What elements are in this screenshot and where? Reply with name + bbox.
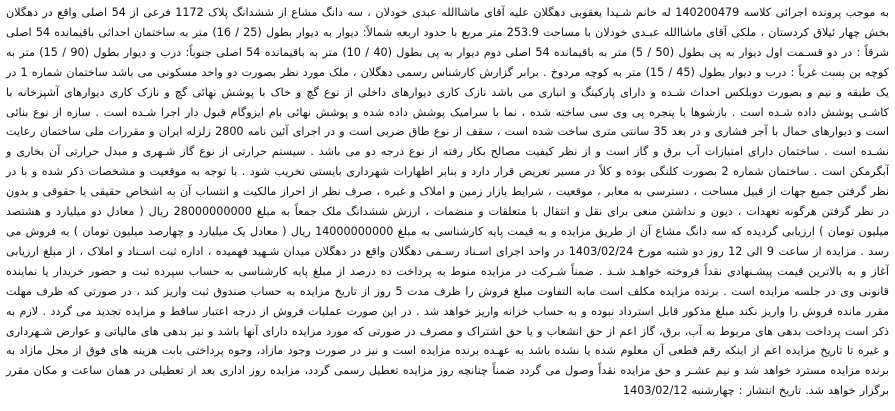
auction-notice-body: به موجب پرونده اجرائی کلاسه 140200479 له خانم شـیدا یعقوبی دهگلان علیه آقای ماشاالله عبدی خودلان ، سه دانگ مشاع از ششدانگ پلاک 1172 فرعی از 54 اصلی واقع در دهگلان بخش چهار ئیلاق کردستان ، ملکی آقای ماشاالله عبـدی خودلان با مساحت 253.9 متر مربع با حدود اربعه شمالاً: دیوار به دیوار بطول (25 / 16) متر به ساختمان احداثی باقیمانده 54 اصلی شرقاً : در دو قسـمت اول دیوار به پی بطول (50 / 5) متر به باقیمانده 54 اصلی دوم دیوار به پی بطول (40 / 10) متر به باقیمانده 54 اصلی جنوباً: درب و دیوار بطول (90 / 15) متر به کوچه بن بست غرباً : درب و دیوار بطول (45 / 15) متر به کوچه مردوخ . برابر گزارش کارشناس رسمی دهگلان ، ملک مورد نظر بصورت دو واحد مسکونی می باشد ساختمان شماره 1 در یک طبقه و نیم و بصورت دوبلکس احداث شـده و دارای پارکینگ و انباری می باشد نازک کاری دیوارهای داخلی از نوع گچ و خاک با پوشش نهائی گچ و نازک کاری دیوارهای آشپزخانه با کاشـی پوشش داده شـده است . بازشوها با پنجره پی وی سی ساخته شده ، نما با سرامیک پوشش داده شده و پوشش نهائی بام ایزوگام قبول دار اجرا شـده است . سازه از نوع بنائی است و دیوارهای حمال با آجر فشاری و در بعد 35 سانتی متری ساخت شده است ، سقف از نوع طاق ضربی است و در اجرای آئین نامه 2800 زلزله ایران و مقررات ملی ساختمان رعایت نشـده است . ساختمان دارای امتیازات آب برق و گاز است و از نظر کیفیت مصالح بکار رفته از نوع درجه دو می باشد . سیستم حرارتی از نوع گاز شـهری و مبدل حرارتی آن بخاری و آبگرمکن است . ساختمان شماره 2 بصورت کلنگی بوده و کلاً در مسیر تعریض قرار دارد و بنابر اظهارات شهرداری بایستی تخریب شود . با توجه به موقعیت و مشخصات ذکر شده و با در نظر گرفتن جمیع جهات از قبیل مساحت ، دسترسی به معابر ، موقعیت ، شرایط بازار زمین و املاک و غیره ، صرف نظر از احراز مالکیت و انتساب آن به اشخاص حقیقی یا حقوقی و بدون در نظر گرفتن هرگونه تعهدات ، دیون و نداشتن منعی برای نقل و انتقال با متعلقات و منضمات ، ارزش ششدانگ ملک جمعاً به مبلغ 28000000000 ریال ( معادل دو میلیارد و هشتصد میلیون تومان ) ارزیابی گردیده که سه دانگ مشاع آن از طریق مزایده و به قیمت پایه کارشناسی به مبلغ 14000000000 ریال ( معادل یک میلیارد و چهارصد میلیون تومان ) به فروش می رسد . مزایده از ساعت 9 الی 12 روز دو شنبه مورخ 1403/02/24 در واحد اجرای اسـناد رسـمی دهگلان واقع در دهگلان میدان شـهید فهمیده ، اداره ثبت اسـناد و املاک ، از مبلغ ارزیابی آغاز و به بالاترین قیمت پیشـنهادی نقداً فروخته خواهـد شـد . ضمناً شـرکت در مزایده منوط به پرداخت ده درصد از مبلغ پایه کارشناسی به حساب سپرده ثبت و حضور خریدار یا نماینده قانونی وی در جلسه مزایده است . برنده مزایده مکلف است مابه التفاوت مبلغ فروش را ظرف مدت 5 روز از تاریخ مزایده به حساب صندوق ثبت واریز کند ، در صورتی که ظرف مهلت مقرر مانده فروش را واریز نکند مبلغ مذکور قابل استرداد نبوده و به حساب خزانه واریز خواهد شد . در این صورت عملیات فروش از درجه اعتبار ساقط و مزایده تجدید می گردد . لازم به ذکر است پرداخت بدهی های مربوط به آب، برق، گاز اعم از حق انشعاب و یا حق اشتراک و مصرف در صورتی که مورد مزایده دارای آنها باشد و نیز بدهی های مالیاتی و عوارض شـهرداری و غیره تا تاریخ مزایده اعم از اینکه رقم قطعی آن معلوم شده یا نشده باشد به عهـده برنده مزایده است و نیز در صورت وجود مازاد، وجوه پرداختی بابت هزینه های فوق از محل مازاد به برنده مزایده مسترد خواهد شد و نیم عشـر و حق مزایده نقداً وصول می گردد ضمناً چنانچه روز مزایده تعطیل رسمی گردد، مزایده روز اداری بعد از تعطیلی در همان ساعت و مکان مقرر برگزار خواهد شد. تاریخ انتشار : چهارشنبه 1403/02/12 <box>6 6 890 398</box>
